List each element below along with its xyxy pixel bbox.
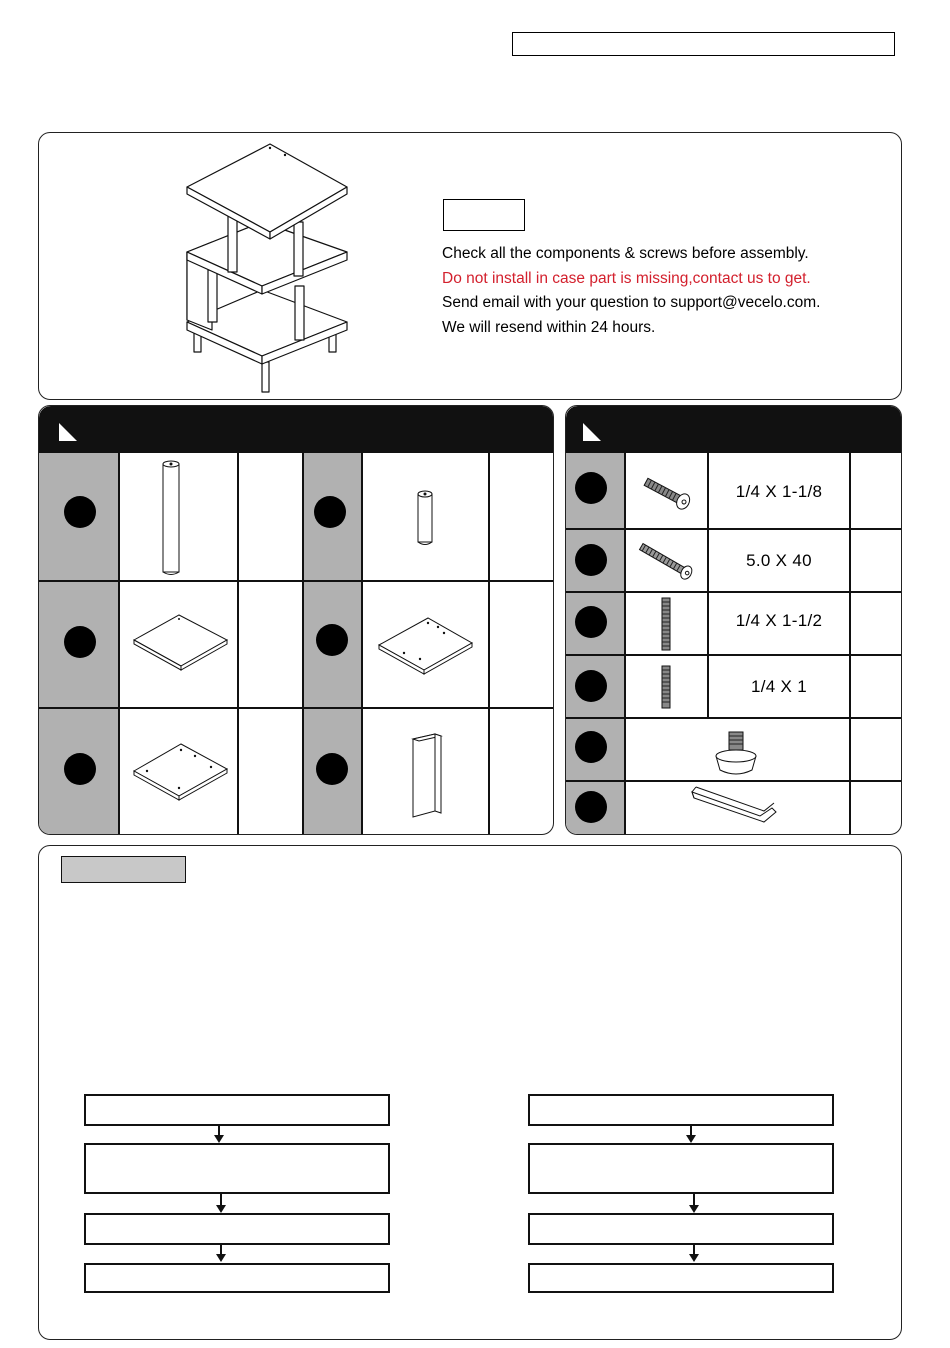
hardware-spec-3: 1/4 X 1-1/2 bbox=[735, 611, 823, 630]
flow-step-box bbox=[84, 1143, 390, 1194]
corner-triangle-icon bbox=[59, 423, 77, 441]
hardware-header-band bbox=[566, 406, 902, 453]
hardware-badge bbox=[575, 606, 607, 638]
allen-key-icon bbox=[688, 784, 780, 834]
divider bbox=[361, 453, 363, 835]
notes-line-1: Check all the components & screws before assembly. bbox=[442, 245, 809, 262]
threaded-rod-icon bbox=[660, 596, 672, 652]
flow-step-box bbox=[528, 1213, 834, 1245]
part-badge bbox=[316, 624, 348, 656]
drilled-board-icon bbox=[376, 614, 476, 678]
hardware-badge bbox=[575, 670, 607, 702]
flow-step-box bbox=[84, 1213, 390, 1245]
flow-step-box bbox=[528, 1094, 834, 1126]
screw-icon bbox=[635, 539, 699, 585]
hardware-badge bbox=[575, 472, 607, 504]
foot-pad-icon bbox=[712, 728, 760, 778]
bolt-icon bbox=[639, 474, 699, 514]
divider bbox=[624, 453, 626, 835]
notes-label-box bbox=[443, 199, 525, 231]
instructions-label-badge bbox=[61, 856, 186, 883]
part-badge bbox=[64, 626, 96, 658]
divider bbox=[566, 780, 902, 782]
flow-step-box bbox=[84, 1263, 390, 1293]
notes-line-3: Send email with your question to support@vecelo.com. bbox=[442, 294, 821, 311]
header-title-box bbox=[512, 32, 895, 56]
hardware-badge bbox=[575, 791, 607, 823]
notes-line-4: We will resend within 24 hours. bbox=[442, 318, 656, 336]
parts-panel bbox=[38, 405, 554, 835]
flow-step-box bbox=[84, 1094, 390, 1126]
panel-icon bbox=[407, 731, 447, 823]
divider bbox=[237, 453, 239, 835]
arrow-down-icon bbox=[689, 1194, 699, 1214]
flow-step-box bbox=[528, 1263, 834, 1293]
threaded-rod-icon bbox=[660, 664, 672, 710]
divider bbox=[566, 591, 902, 593]
hardware-panel bbox=[565, 405, 902, 835]
divider bbox=[566, 654, 902, 656]
part-badge bbox=[64, 496, 96, 528]
hardware-spec-2: 5.0 X 40 bbox=[746, 551, 812, 570]
divider bbox=[302, 453, 304, 835]
long-tube-icon bbox=[159, 458, 183, 578]
divider bbox=[39, 580, 554, 582]
arrow-down-icon bbox=[216, 1245, 226, 1263]
square-board-icon bbox=[131, 611, 231, 675]
hardware-grey-column bbox=[566, 453, 625, 835]
hardware-spec-4: 1/4 X 1 bbox=[751, 677, 807, 696]
divider bbox=[566, 717, 902, 719]
corner-triangle-icon bbox=[583, 423, 601, 441]
hardware-spec-1: 1/4 X 1-1/8 bbox=[735, 482, 823, 501]
divider bbox=[849, 453, 851, 835]
part-badge bbox=[316, 753, 348, 785]
divider bbox=[39, 707, 554, 709]
part-badge bbox=[314, 496, 346, 528]
parts-header-band bbox=[39, 406, 554, 453]
part-badge bbox=[64, 753, 96, 785]
divider bbox=[566, 528, 902, 530]
divider bbox=[118, 453, 120, 835]
arrow-down-icon bbox=[686, 1126, 696, 1144]
notes-text bbox=[442, 242, 892, 340]
shelf-unit-illustration bbox=[180, 140, 355, 395]
arrow-down-icon bbox=[214, 1126, 224, 1144]
short-tube-icon bbox=[414, 489, 436, 547]
flow-step-box bbox=[528, 1143, 834, 1194]
divider bbox=[488, 453, 490, 835]
notes-warning-line: Do not install in case part is missing,contact us to get. bbox=[442, 269, 811, 287]
arrow-down-icon bbox=[689, 1245, 699, 1263]
hardware-badge bbox=[575, 544, 607, 576]
hardware-badge bbox=[575, 731, 607, 763]
drilled-board-icon bbox=[131, 740, 231, 804]
arrow-down-icon bbox=[216, 1194, 226, 1214]
